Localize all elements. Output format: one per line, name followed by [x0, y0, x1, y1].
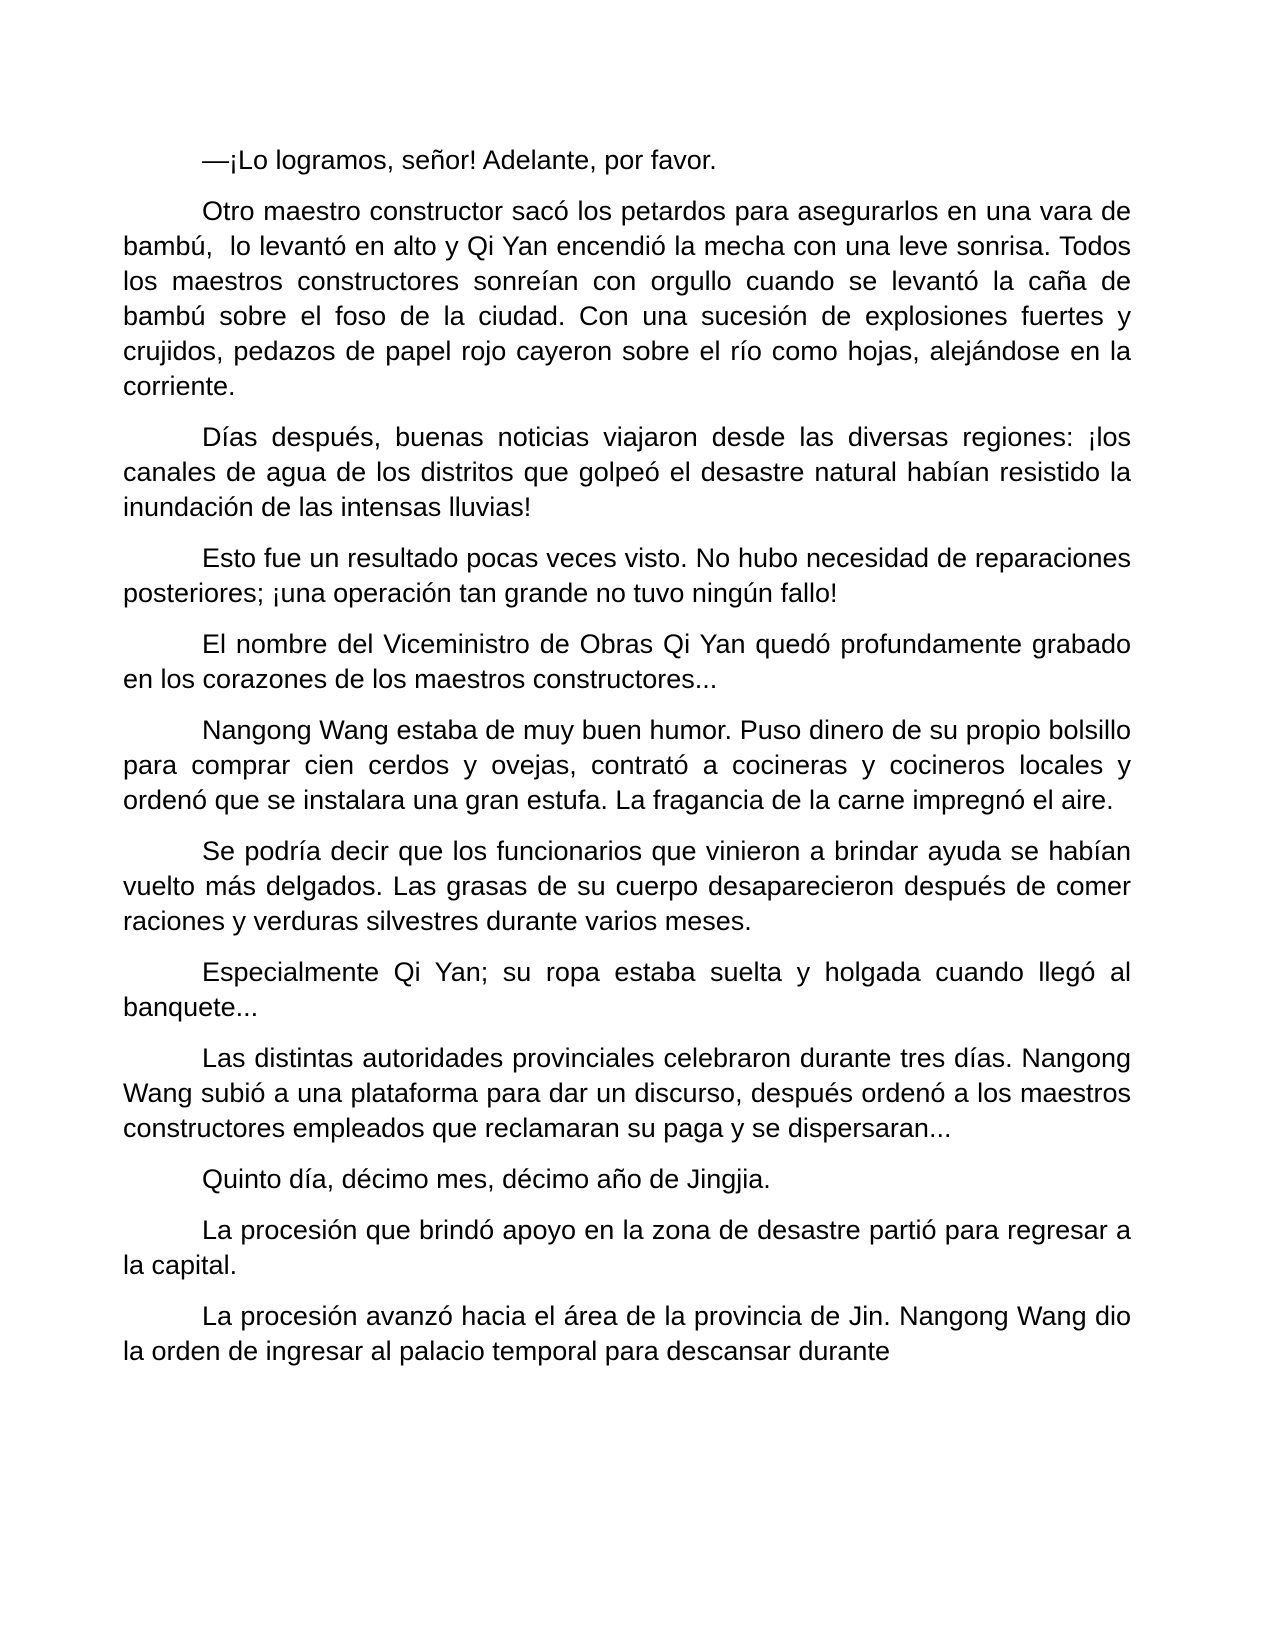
paragraph: La procesión que brindó apoyo en la zona de desastre partió para regresar a la capital. — [123, 1215, 1139, 1280]
paragraph: Se podría decir que los funcionarios que vinieron a brindar ayuda se habían vuelto más delgados. Las grasas de su cuerpo desaparecieron después de comer raciones y verduras silvestres durante varios meses. — [123, 836, 1139, 936]
paragraph: Días después, buenas noticias viajaron desde las diversas regiones: ¡los canales de agua de los distritos que golpeó el desastre natural habían resistido la inundación de las intensas lluvias! — [123, 422, 1139, 522]
paragraph: Quinto día, décimo mes, décimo año de Jingjia. — [202, 1164, 771, 1194]
paragraph: Esto fue un resultado pocas veces visto. No hubo necesidad de reparaciones posteriores; ¡una operación tan grande no tuvo ningún fallo! — [123, 543, 1139, 608]
paragraph: El nombre del Viceministro de Obras Qi Yan quedó profundamente grabado en los corazones de los maestros constructores... — [123, 629, 1139, 694]
paragraph: —¡Lo logramos, señor! Adelante, por favor. — [202, 145, 717, 175]
document-page — [123, 143, 1139, 1385]
paragraph: Especialmente Qi Yan; su ropa estaba suelta y holgada cuando llegó al banquete... — [123, 957, 1139, 1022]
paragraph: Las distintas autoridades provinciales celebraron durante tres días. Nangong Wang subió a una plataforma para dar un discurso, después ordenó a los maestros constructores empleados que reclamaran su paga y se dispersaran... — [123, 1043, 1139, 1143]
paragraph: Otro maestro constructor sacó los petardos para asegurarlos en una vara de bambú, lo levantó en alto y Qi Yan encendió la mecha con una leve sonrisa. Todos los maestros constructores sonreían con orgullo cuando se levantó la caña de bambú sobre el foso de la ciudad. Con una sucesión de explosiones fuertes y crujidos, pedazos de papel rojo cayeron sobre el río como hojas, alejándose en la corriente. — [123, 196, 1139, 401]
paragraph: Nangong Wang estaba de muy buen humor. Puso dinero de su propio bolsillo para comprar cien cerdos y ovejas, contrató a cocineras y cocineros locales y ordenó que se instalara una gran estufa. La fragancia de la carne impregnó el aire. — [123, 715, 1139, 815]
paragraph: La procesión avanzó hacia el área de la provincia de Jin. Nangong Wang dio la orden de ingresar al palacio temporal para descansar durante — [123, 1301, 1139, 1366]
